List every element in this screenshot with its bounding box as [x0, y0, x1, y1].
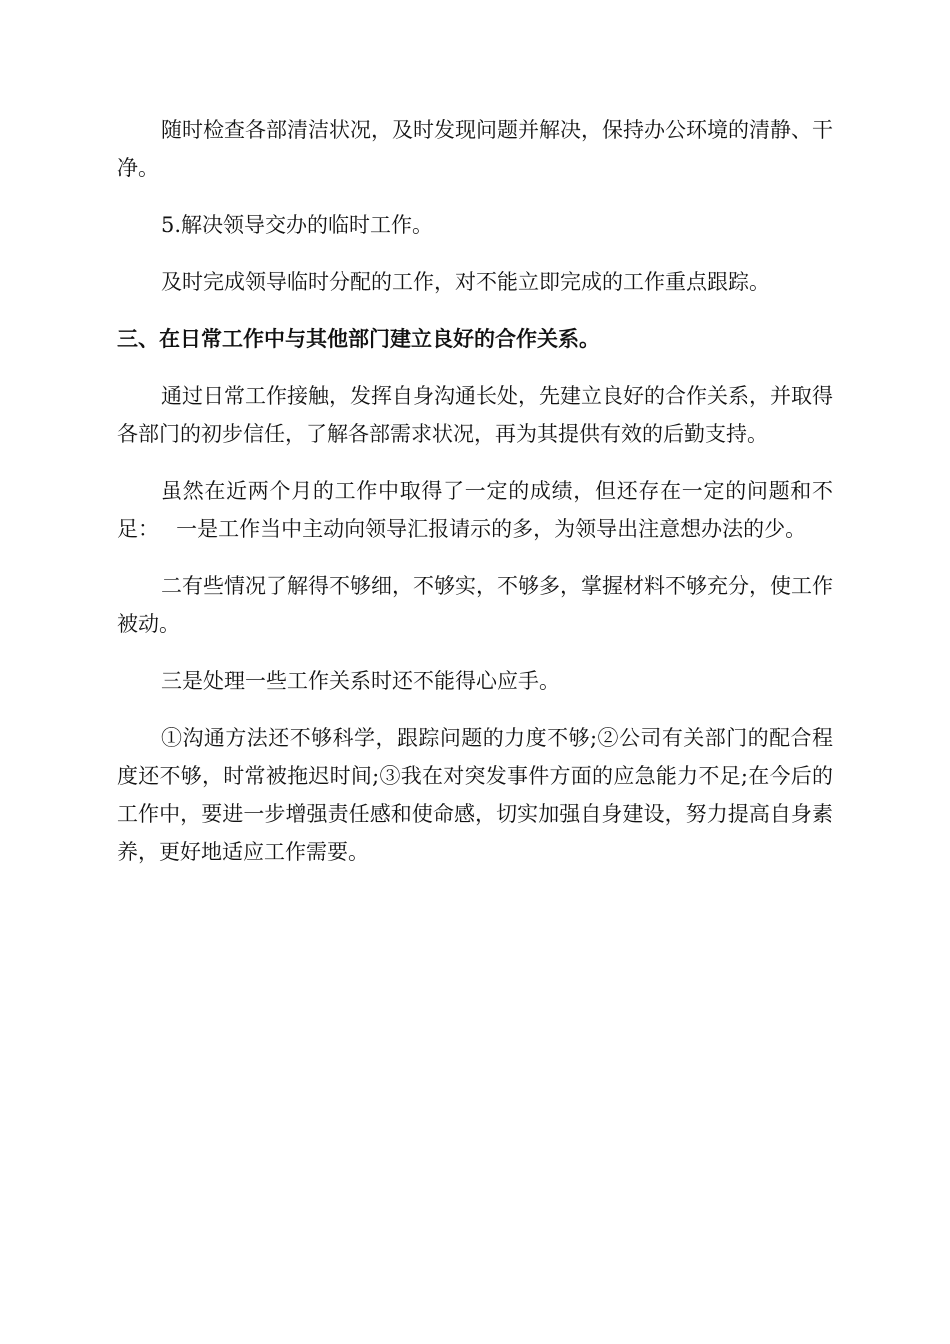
document-body [117, 111, 833, 890]
paragraph-item-5-title: 5.解决领导交办的临时工作。 [161, 213, 434, 237]
paragraph-shortcomings-3: 三是处理一些工作关系时还不能得心应手。 [161, 669, 560, 693]
paragraph-shortcomings-1: 虽然在近两个月的工作中取得了一定的成绩，但还存在一定的问题和不足： 一是工作当中主动向领导汇报请示的多，为领导出注意想办法的少。 [117, 479, 833, 541]
paragraph-temporary-work: 及时完成领导临时分配的工作，对不能立即完成的工作重点跟踪。 [161, 270, 770, 294]
section-heading-3: 三、在日常工作中与其他部门建立良好的合作关系。 [117, 327, 600, 351]
paragraph-improvement: ①沟通方法还不够科学，跟踪问题的力度不够;②公司有关部门的配合程度还不够，时常被拖迟时间;③我在对突发事件方面的应急能力不足;在今后的工作中，要进一步增强责任感和使命感，切实加强自身建设，努力提高自身素养，更好地适应工作需要。 [117, 726, 833, 864]
paragraph-shortcomings-2: 二有些情况了解得不够细，不够实，不够多，掌握材料不够充分，使工作被动。 [117, 574, 833, 636]
paragraph-cleaning-check: 随时检查各部清洁状况，及时发现问题并解决，保持办公环境的清静、干净。 [117, 118, 833, 180]
paragraph-cooperation: 通过日常工作接触，发挥自身沟通长处，先建立良好的合作关系，并取得各部门的初步信任，了解各部需求状况，再为其提供有效的后勤支持。 [117, 384, 833, 446]
